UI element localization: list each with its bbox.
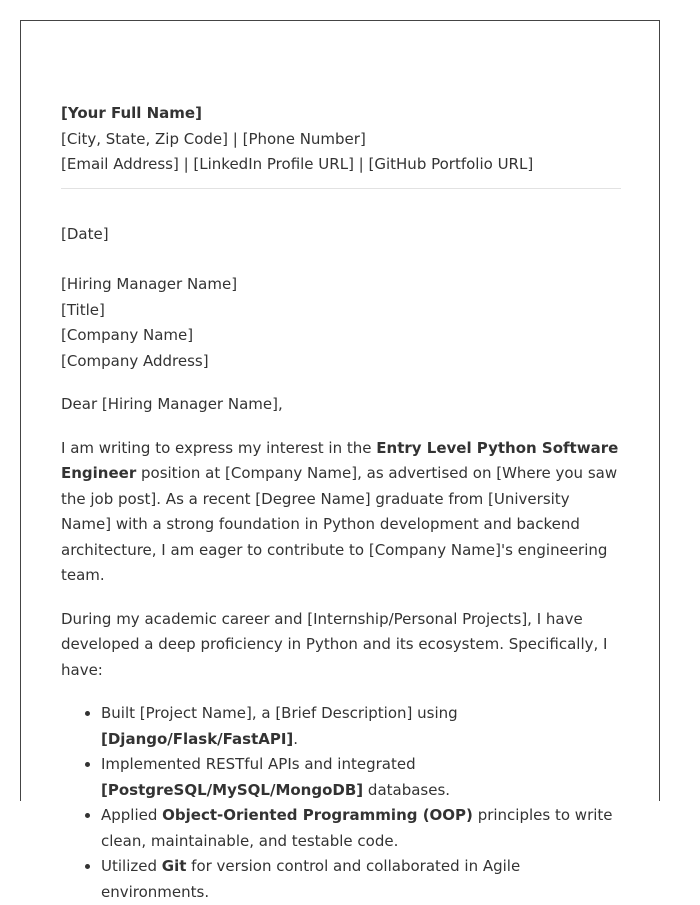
list-item-bold: [PostgreSQL/MySQL/MongoDB]	[101, 780, 364, 799]
list-item-text: Built [Project Name], a [Brief Description] using	[101, 704, 458, 722]
recipient-title: [Title]	[61, 300, 105, 319]
list-item	[101, 803, 621, 854]
paragraph-intro-text-2: position at [Company Name], as advertised on [Where you saw the job post]. As a recent [Degree Name] graduate from [University Name] with a strong foundation in Python development and backend architecture, I am eager to contribute to [Company Name]'s engineering team.	[61, 464, 618, 584]
recipient-company: [Company Name]	[61, 326, 194, 344]
list-item	[101, 752, 621, 803]
salutation: Dear [Hiring Manager Name],	[61, 395, 283, 413]
letter-page	[20, 20, 660, 901]
sender-header	[61, 101, 621, 178]
list-item	[101, 854, 621, 905]
recipient-name: [Hiring Manager Name]	[61, 275, 238, 293]
sender-name: [Your Full Name]	[61, 104, 202, 122]
header-divider	[61, 188, 621, 189]
sender-links: [Email Address] | [LinkedIn Profile URL] | [GitHub Portfolio URL]	[61, 155, 534, 173]
list-item-text: principles to write clean, maintainable, and testable code.	[101, 806, 613, 850]
list-item-text: for version control and collaborated in Agile environments.	[101, 857, 521, 901]
paragraph-intro	[61, 436, 621, 589]
list-item-text: .	[293, 729, 299, 748]
list-item-text: databases.	[363, 780, 451, 799]
list-item	[101, 701, 621, 752]
list-item-bold: Object-Oriented Programming (OOP)	[162, 806, 473, 824]
paragraph-intro-bold: Entry Level Python Software Engineer	[61, 438, 619, 482]
letter-date: [Date]	[61, 224, 109, 243]
list-item-bold: [Django/Flask/FastAPI]	[101, 729, 294, 748]
paragraph-experience: During my academic career and [Internship/Personal Projects], I have developed a deep proficiency in Python and its ecosystem. Specifically, I have:	[61, 609, 608, 679]
letter-content	[61, 101, 621, 905]
sender-location-phone: [City, State, Zip Code] | [Phone Number]	[61, 129, 366, 148]
recipient-address: [Company Address]	[61, 351, 209, 370]
skills-list	[61, 701, 621, 905]
list-item-bold: Git	[161, 857, 187, 875]
list-item-text: Implemented RESTful APIs and integrated	[101, 755, 416, 773]
paragraph-intro-text-1: I am writing to express my interest in the	[61, 438, 377, 457]
recipient-block	[61, 272, 621, 374]
list-item-text: Applied	[101, 806, 163, 824]
list-item-text: Utilized	[101, 857, 162, 875]
